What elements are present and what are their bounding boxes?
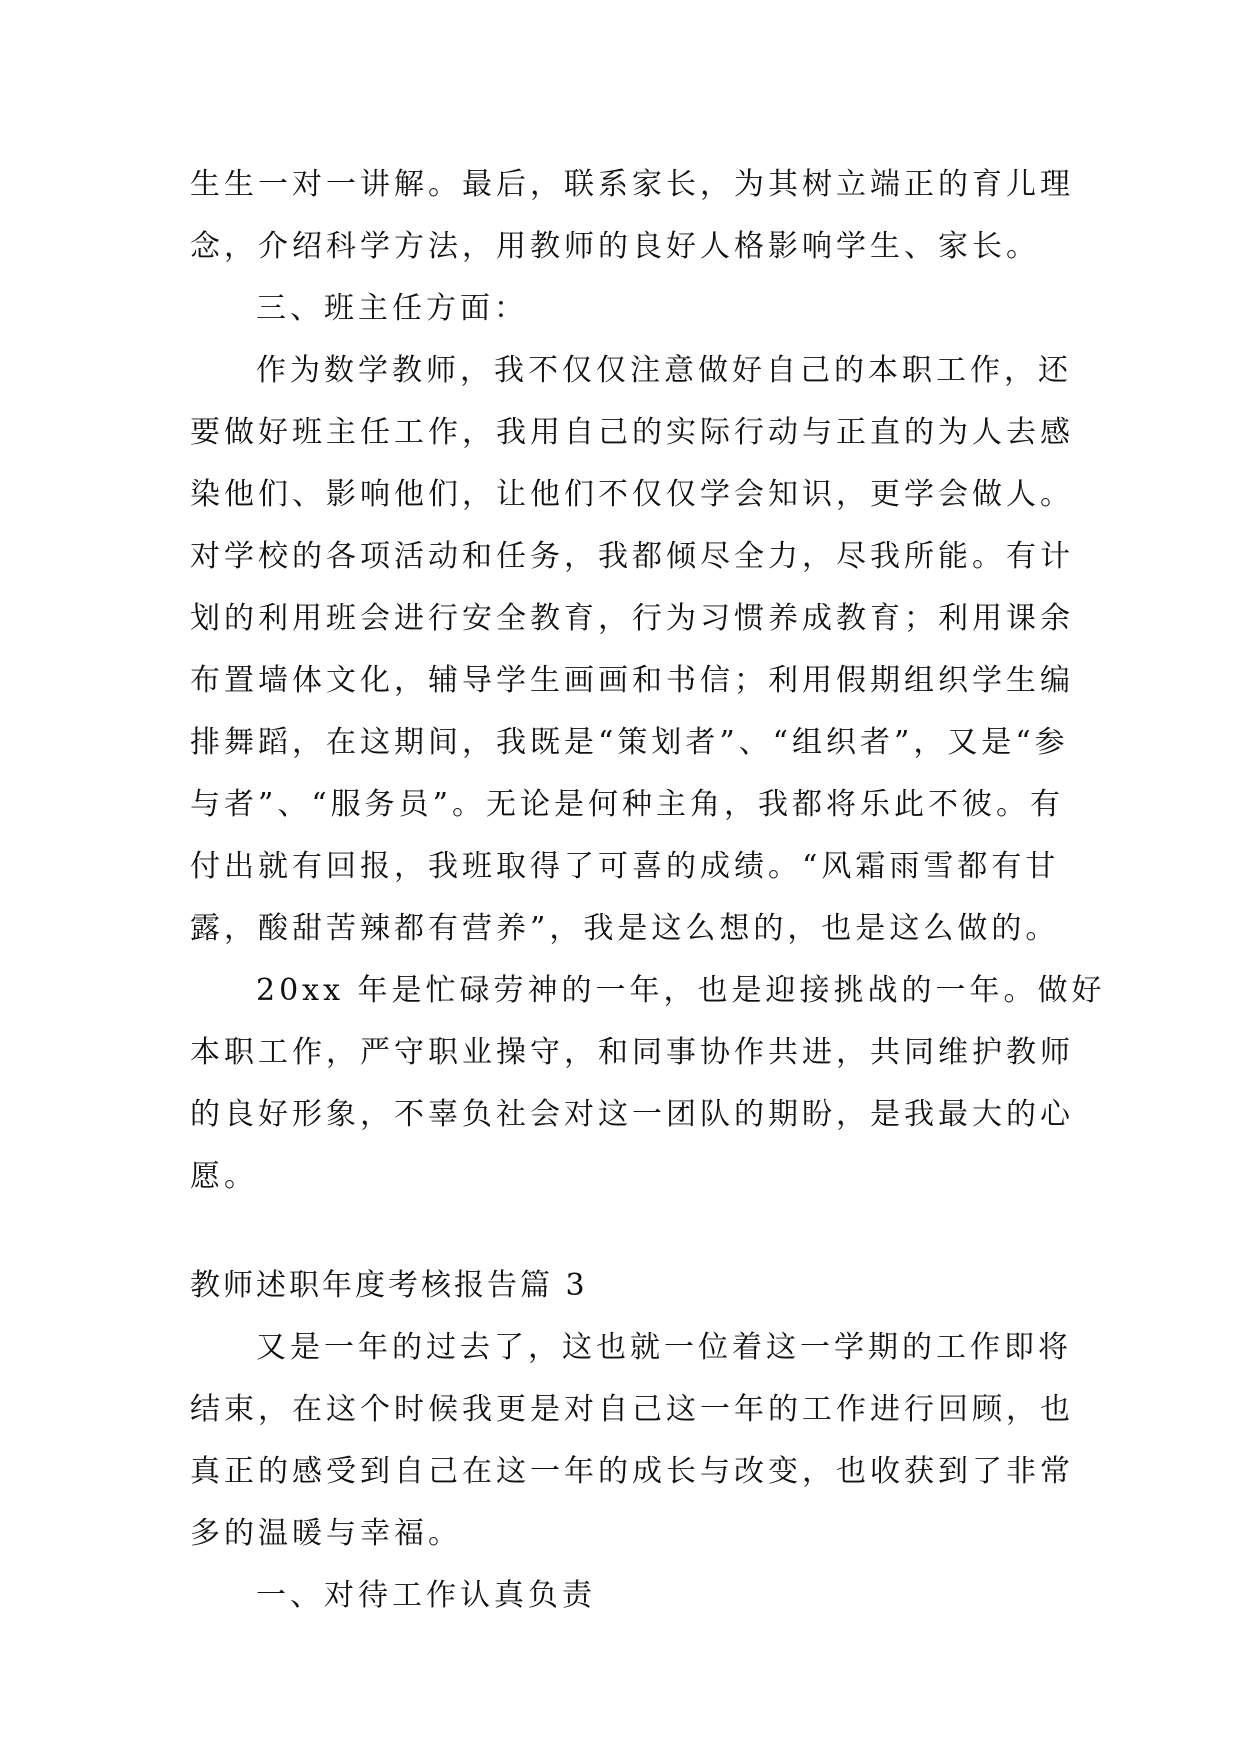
paragraph-line: 要做好班主任工作，我用自己的实际行动与正直的为人去感 — [190, 415, 1074, 450]
paragraph-line: 20xx 年是忙碌劳神的一年，也是迎接挑战的一年。做好 — [256, 973, 1106, 1008]
paragraph-line: 多的温暖与幸福。 — [190, 1516, 462, 1551]
paragraph-line: 作为数学教师，我不仅仅注意做好自己的本职工作，还 — [256, 353, 1072, 388]
paragraph-line: 愿。 — [190, 1159, 258, 1194]
paragraph-line: 布置墙体文化，辅导学生画画和书信；利用假期组织学生编 — [190, 663, 1074, 698]
paragraph-line: 对学校的各项活动和任务，我都倾尽全力，尽我所能。有计 — [190, 539, 1074, 574]
paragraph-line: 排舞蹈，在这期间，我既是“策划者”、“组织者”，又是“参 — [190, 725, 1069, 760]
paragraph-line: 生生一对一讲解。最后，联系家长，为其树立端正的育儿理 — [190, 167, 1074, 202]
paragraph-line: 染他们、影响他们，让他们不仅仅学会知识，更学会做人。 — [190, 477, 1074, 512]
paragraph-line: 本职工作，严守职业操守，和同事协作共进，共同维护教师 — [190, 1035, 1074, 1070]
section-heading: 三、班主任方面： — [256, 291, 528, 326]
document-heading: 教师述职年度考核报告篇 3 — [190, 1268, 588, 1303]
section-heading: 一、对待工作认真负责 — [256, 1578, 596, 1613]
paragraph-line: 的良好形象，不辜负社会对这一团队的期盼，是我最大的心 — [190, 1097, 1074, 1132]
paragraph-line: 划的利用班会进行安全教育，行为习惯养成教育；利用课余 — [190, 601, 1074, 636]
paragraph-line: 真正的感受到自己在这一年的成长与改变，也收获到了非常 — [190, 1454, 1074, 1489]
paragraph-line: 露，酸甜苦辣都有营养”，我是这么想的，也是这么做的。 — [190, 911, 1060, 946]
paragraph-line: 付出就有回报，我班取得了可喜的成绩。“风霜雨雪都有甘 — [190, 849, 1060, 884]
paragraph-line: 与者”、“服务员”。无论是何种主角，我都将乐此不彼。有 — [190, 787, 1065, 822]
paragraph-line: 念，介绍科学方法，用教师的良好人格影响学生、家长。 — [190, 229, 1040, 264]
paragraph-line: 结束，在这个时候我更是对自己这一年的工作进行回顾，也 — [190, 1392, 1074, 1427]
paragraph-line: 又是一年的过去了，这也就一位着这一学期的工作即将 — [256, 1330, 1072, 1365]
